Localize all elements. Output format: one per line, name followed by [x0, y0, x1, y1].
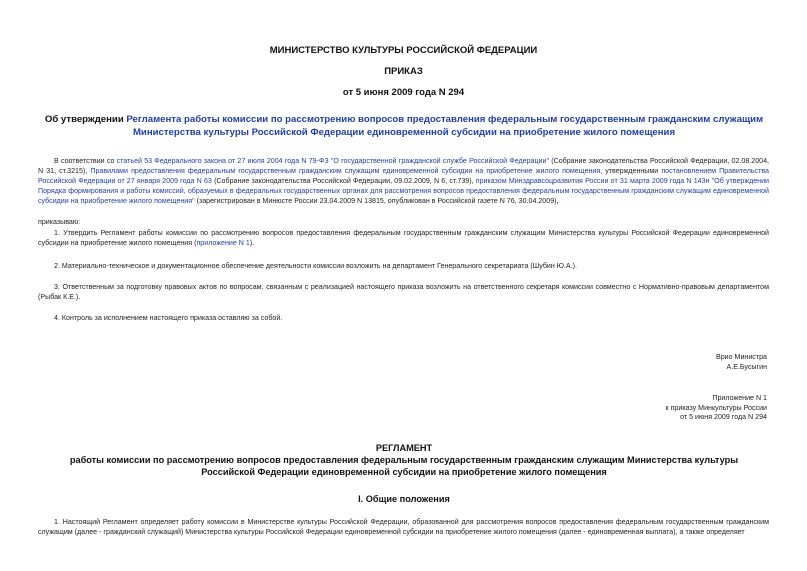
regulation-heading: РЕГЛАМЕНТ: [375, 443, 433, 453]
law-79fz-link[interactable]: статьей 53 Федерального закона от 27 июля 2004 года N 79-ФЗ "О государственной гражданской службе Российской Федерации": [116, 157, 549, 165]
order-143n-link[interactable]: приказом Минздравсоцразвития России от 31 марта 2009 года N 143н "Об утверждении Порядка формирования и работы комиссий, образуемых в федеральных государственных органах для рассмотрения вопросов предоставления федеральным государственным гражданским служащим единовременной субсидии на приобретение жилого помещения": [38, 177, 770, 205]
item-1-text: 1. Утвердить Регламент работы комиссии по рассмотрению вопросов предоставления федеральным государственным гражданским служащим Министерства культуры Российской Федерации единовременной субсидии на приобретение жилого помещения (: [38, 229, 769, 247]
item-1-end: ).: [249, 239, 255, 247]
preamble-paragraph: [38, 156, 769, 206]
preamble-text-2: (Собрание законодательства Российской Федерации, 02.08.2004, N 31, ст.3215),: [38, 157, 770, 175]
appendix-line-1: Приложение N 1: [712, 394, 767, 402]
preamble-text-3: , утвержденными: [600, 167, 662, 175]
section-heading: I. Общие положения: [358, 494, 450, 504]
signature-position: Врио Министра: [716, 353, 767, 361]
ministry-heading: МИНИСТЕРСТВО КУЛЬТУРЫ РОССИЙСКОЙ ФЕДЕРАЦИИ: [269, 45, 538, 56]
order-word: приказываю:: [38, 218, 81, 226]
document-title: [38, 113, 770, 139]
appendix-line-3: от 5 июня 2009 года N 294: [680, 413, 767, 421]
appendix-line-2: к приказу Минкультуры России: [665, 403, 767, 412]
regulation-subtitle: работы комиссии по рассмотрению вопросов предоставления федеральным государственным гражданским служащим Министерства культуры Российской Федерации единовременной субсидии на приобретение жилого помещения: [69, 455, 739, 477]
appendix-1-link[interactable]: приложение N 1: [196, 239, 250, 247]
item-4: 4. Контроль за исполнением настоящего приказа оставляю за собой.: [54, 314, 283, 322]
regulation-paragraph-1: 1. Настоящий Регламент определяет работу комиссии в Министерстве культуры Российской Федерации, образованной для рассмотрения вопросов предоставления федеральным государственным гражданским служащим (далее - гражданский служащий) Министерства культуры Российской Федерации единовременной субсидии на приобретение жилого помещения (далее - единовременная выплата), а также определяет: [38, 518, 769, 536]
item-1: [38, 228, 769, 248]
signature-name: А.Е.Бусыгин: [726, 362, 767, 371]
preamble-text-5: (зарегистрирован в Минюсте России 23.04.2009 N 13815, опубликован в Российской газете N 76, 30.04.2009),: [194, 197, 559, 205]
item-2: 2. Материально-техническое и документационное обеспечение деятельности комиссии возложить на департамент Генерального секретариата (Шубин Ю.А.).: [54, 262, 577, 270]
subsidy-rules-link[interactable]: Правилами предоставления федеральным государственным гражданским служащим единовременной субсидии на приобретение жилого помещения: [90, 167, 601, 175]
signature-block: [716, 353, 767, 372]
government-resolution-link[interactable]: постановлением Правительства Российской Федерации от 27 января 2009 года N 63: [38, 167, 769, 185]
title-prefix: Об утверждении: [44, 114, 127, 125]
title-regulation-link[interactable]: Регламента работы комиссии по рассмотрению вопросов предоставления федеральным государственным гражданским служащим Министерства культуры Российской Федерации единовременной субсидии на приобретение жилого помещения: [126, 114, 764, 138]
preamble-text-1: В соответствии со: [54, 157, 117, 165]
document-date-number: от 5 июня 2009 года N 294: [342, 87, 465, 98]
document-type: ПРИКАЗ: [384, 66, 423, 77]
appendix-block: [666, 394, 767, 423]
item-3: 3. Ответственным за подготовку правовых актов по вопросам, связанным с реализацией настоящего приказа возложить на ответственного секретаря комиссии совместно с Нормативно-правовым департаментом (Рыбак К.Е.).: [38, 283, 769, 301]
preamble-text-4: (Собрание законодательства Российской Федерации, 09.02.2009, N 6, ст.739),: [211, 177, 476, 185]
